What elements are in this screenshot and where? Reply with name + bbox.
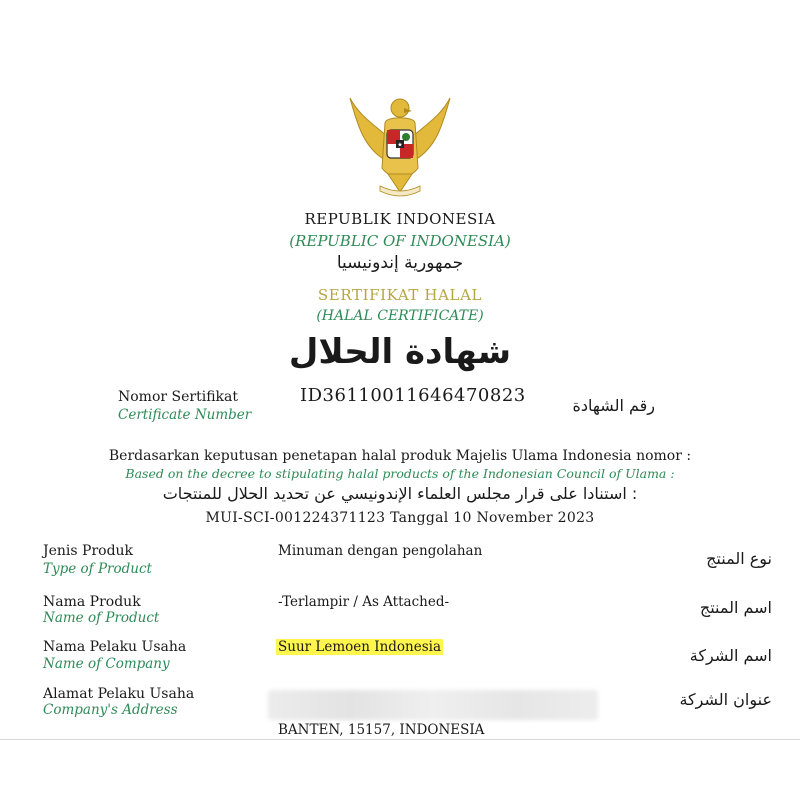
field-label: Nama Produk [43, 594, 141, 610]
certificate-number-value: ID36110011646470823 [300, 385, 526, 406]
certificate-number-label: Nomor Sertifikat [118, 389, 238, 405]
field-label-ar: نوع المنتج [706, 549, 772, 568]
company-address-value: BANTEN, 15157, INDONESIA [278, 722, 485, 738]
field-label-ar: اسم المنتج [699, 598, 772, 617]
address-redacted-blur [268, 690, 598, 720]
company-name-highlight: Suur Lemoen Indonesia [278, 639, 442, 655]
page-divider [0, 739, 800, 740]
field-label: Nama Pelaku Usaha [43, 639, 187, 655]
country-title-ar: جمهورية إندونيسيا [336, 253, 464, 273]
certificate-number-label-en: Certificate Number [118, 407, 252, 423]
certificate-title-en: (HALAL CERTIFICATE) [316, 308, 484, 324]
certificate-title-ar: شهادة الحلال [288, 332, 512, 372]
country-title: REPUBLIK INDONESIA [304, 210, 496, 228]
decree-basis-text-ar: استنادا على قرار مجلس العلماء الإندونيسي عن تحديد الحلال للمنتجات : [162, 484, 638, 503]
country-title-en: (REPUBLIC OF INDONESIA) [289, 232, 511, 250]
field-label-ar: عنوان الشركة [679, 690, 772, 709]
svg-text:★: ★ [397, 141, 403, 149]
field-label-en: Name of Product [43, 610, 160, 626]
product-type-value: Minuman dengan pengolahan [278, 543, 483, 559]
field-label-ar: اسم الشركة [689, 646, 772, 665]
garuda-emblem-icon [340, 88, 460, 200]
certificate-title: SERTIFIKAT HALAL [317, 286, 483, 304]
decree-basis-text: Berdasarkan keputusan penetapan halal produk Majelis Ulama Indonesia nomor : [108, 448, 692, 464]
field-label: Alamat Pelaku Usaha [43, 686, 195, 702]
field-label: Jenis Produk [43, 543, 134, 559]
field-label-en: Name of Company [43, 656, 170, 672]
field-label-en: Type of Product [43, 561, 152, 577]
decree-number: MUI-SCI-001224371123 Tanggal 10 November 2023 [205, 510, 595, 526]
certificate-number-label-ar: رقم الشهادة [572, 396, 655, 415]
field-label-en: Company's Address [43, 702, 178, 718]
decree-basis-text-en: Based on the decree to stipulating halal products of the Indonesian Council of Ulama : [125, 466, 675, 481]
company-name-value [276, 639, 443, 655]
product-name-value: -Terlampir / As Attached- [278, 594, 450, 610]
